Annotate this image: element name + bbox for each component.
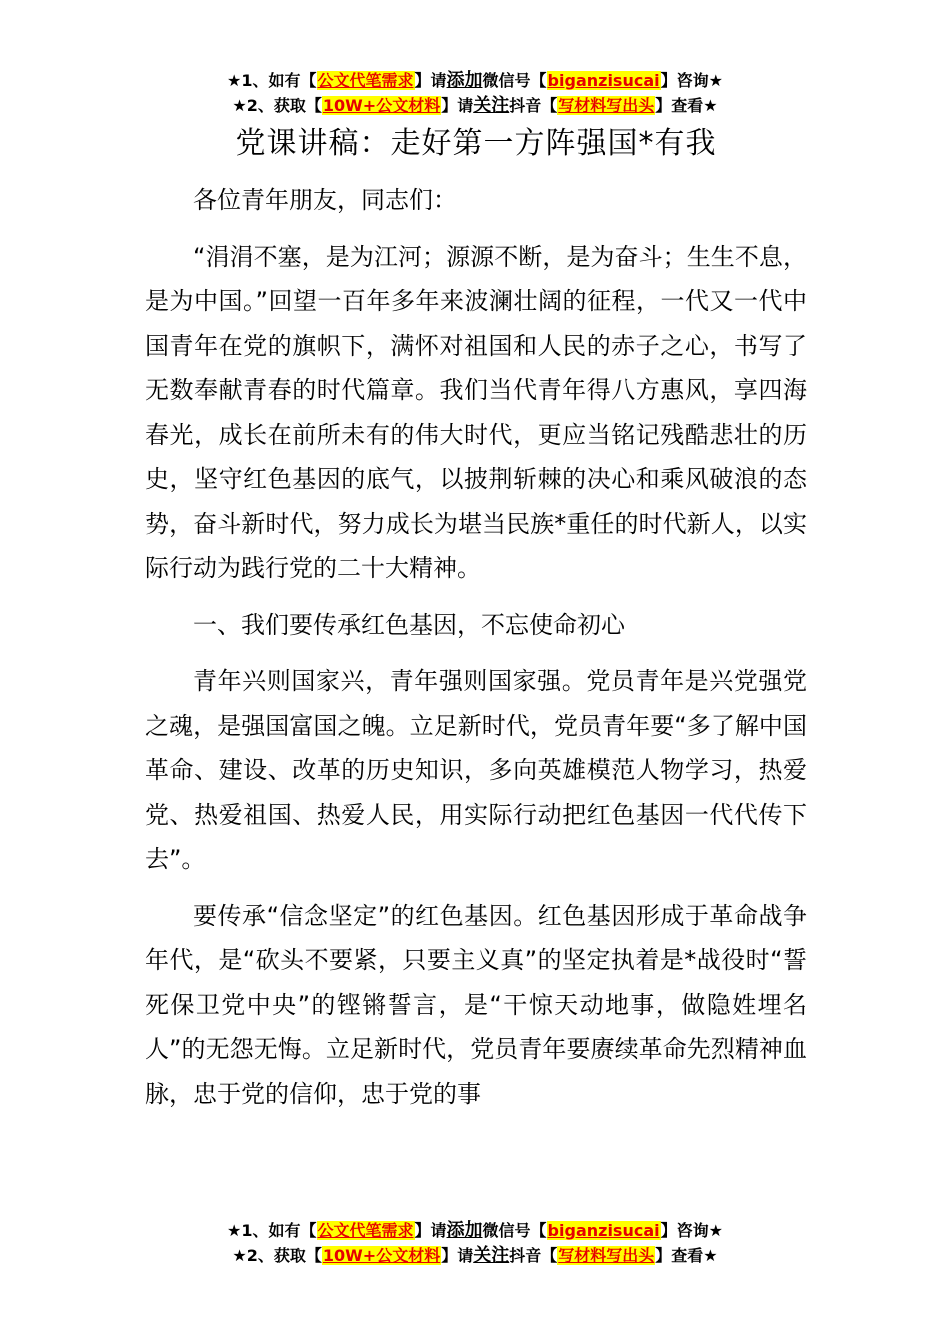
paragraph-red-gene: 要传承“信念坚定”的红色基因。红色基因形成于革命战争年代，是“砍头不要紧，只要主义真”的坚定执着是*战役时“誓死保卫党中央”的铿锵誓言，是“干惊天动地事，做隐姓埋名人”的无怨无悔。立足新时代，党员青年要赓续革命先烈精神血脉，忠于党的信仰，忠于党的事 [145, 901, 807, 1108]
ad-highlight-douyin: 写材料写出头 [558, 1246, 655, 1265]
ad-line-1: ★1、如有【公文代笔需求】请添加微信号【biganzisucai】咨询★ [227, 1220, 723, 1241]
paragraph-youth: 青年兴则国家兴，青年强则国家强。党员青年是兴党强党之魂，是强国富国之魄。立足新时代，党员青年要“多了解中国革命、建设、改革的历史知识，多向英雄模范人物学习，热爱党、热爱祖国、热爱人民，用实际行动把红色基因一代代传下去”。 [145, 667, 807, 873]
ad-line-2: ★2、获取【10W+公文材料】请关注抖音【写材料写出头】查看★ [232, 95, 718, 116]
page-title: 党课讲稿：走好第一方阵强国*有我 [235, 126, 717, 161]
ad-highlight-materials: 10W+公文材料 [322, 1246, 441, 1265]
footer-ad [0, 1218, 950, 1268]
document-body [145, 122, 807, 1128]
ad-highlight-wechat: biganzisucai [547, 1221, 660, 1240]
ad-highlight-service: 公文代笔需求 [317, 1221, 414, 1240]
header-ad [0, 68, 950, 118]
ad-highlight-materials: 10W+公文材料 [322, 96, 441, 115]
paragraph-intro: “涓涓不塞，是为江河；源源不断，是为奋斗；生生不息，是为中国。”回望一百年多年来波澜壮阔的征程，一代又一代中国青年在党的旗帜下，满怀对祖国和人民的赤子之心，书写了无数奉献青春的时代篇章。我们当代青年得八方惠风，享四海春光，成长在前所未有的伟大时代，更应当铭记残酷悲壮的历史，坚守红色基因的底气，以披荆斩棘的决心和乘风破浪的态势，奋斗新时代，努力成长为堪当民族*重任的时代新人，以实际行动为践行党的二十大精神。 [145, 242, 807, 582]
ad-line-1: ★1、如有【公文代笔需求】请添加微信号【biganzisucai】咨询★ [227, 70, 723, 91]
section-heading-1: 一、我们要传承红色基因，不忘使命初心 [193, 610, 625, 639]
ad-highlight-douyin: 写材料写出头 [558, 96, 655, 115]
ad-highlight-wechat: biganzisucai [547, 71, 660, 90]
paragraph-greeting: 各位青年朋友，同志们： [193, 186, 457, 214]
ad-line-2: ★2、获取【10W+公文材料】请关注抖音【写材料写出头】查看★ [232, 1245, 718, 1266]
ad-highlight-service: 公文代笔需求 [317, 71, 414, 90]
